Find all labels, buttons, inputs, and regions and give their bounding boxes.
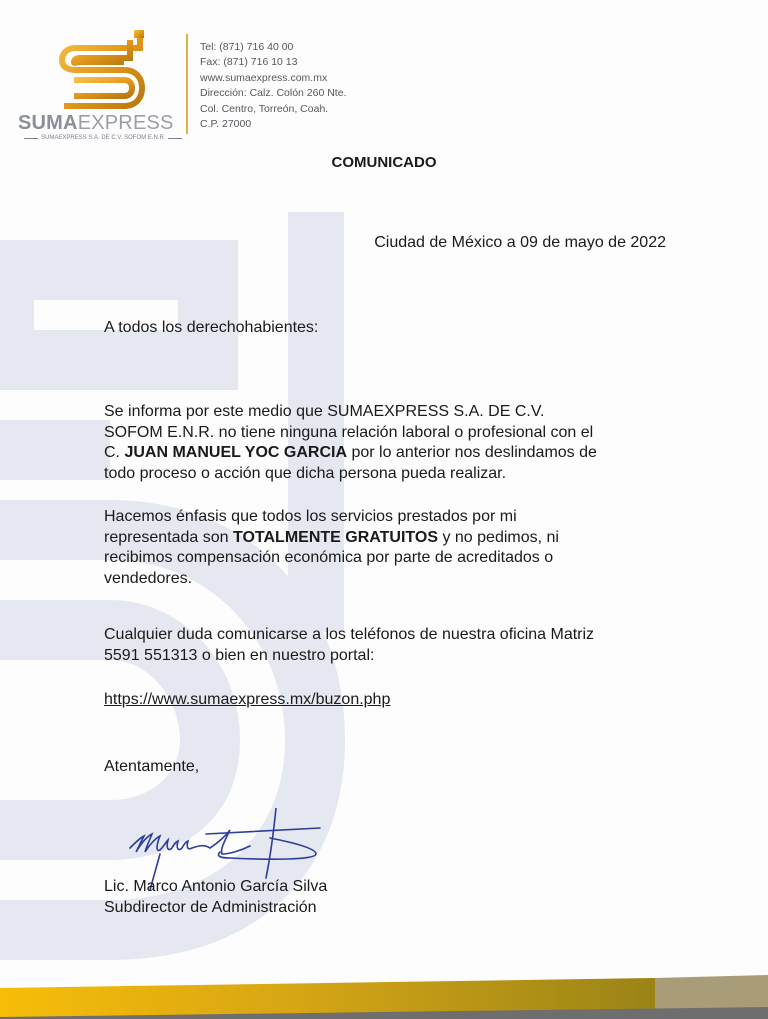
paragraph-line: Hacemos énfasis que todos los servicios prestados por mi [104,508,517,525]
divider-line [24,138,38,139]
company-legal-name [24,135,182,141]
person-name: JUAN MANUEL YOC GARCIA [124,444,347,461]
paragraph-line: Se informa por este medio que SUMAEXPRESS S.A. DE C.V. [104,403,545,420]
paragraph-line: vendedores. [104,569,193,587]
title-text: COMUNICADO [331,154,437,171]
paragraph-line: Cualquier duda comunicarse a los teléfonos de nuestra oficina Matriz [104,626,595,643]
paragraph-contact [104,625,594,666]
paragraph-free-services [104,507,559,589]
signatory [104,877,327,918]
wordmark-bold: SUMA [18,112,78,134]
divider-line [168,138,182,139]
text-segment: C. [104,444,125,461]
contact-address: Dirección: Calz. Colón 260 Nte. [200,87,347,100]
paragraph-line: 5591 551313 o bien en nuestro portal: [104,646,375,664]
sumaexpress-s-logo-icon [54,28,152,110]
text-segment: y no pedimos, ni [438,528,559,546]
header-divider [186,34,188,134]
closing: Atentamente, [104,758,200,775]
document-date: Ciudad de México a 09 de mayo de 2022 [374,234,666,251]
company-logo [14,28,179,146]
paragraph-line [104,528,559,549]
company-wordmark [18,112,174,135]
paragraph-disclaimer [104,402,597,484]
paragraph-line: recibimos compensación económica por parte de acreditados o [104,549,554,566]
legal-name-text: SUMAEXPRESS S.A. DE C.V. SOFOM E.N.R. [41,135,166,141]
paragraph-line: SOFOM E.N.R. no tiene ninguna relación laboral o profesional con el [104,423,594,441]
salutation: A todos los derechohabientes: [104,319,319,336]
portal-link[interactable]: https://www.sumaexpress.mx/buzon.php [104,691,391,708]
text-segment: por lo anterior nos deslindamos de [347,444,597,461]
paragraph-line: todo proceso o acción que dicha persona pueda realizar. [104,464,507,482]
signatory-title: Subdirector de Administración [104,898,317,916]
contact-block [200,40,346,132]
paragraph-line [104,443,597,464]
contact-website: www.sumaexpress.com.mx [200,71,328,84]
document-title [0,154,768,171]
wordmark-light: EXPRESS [77,112,174,134]
text-segment: representada son [104,528,233,546]
contact-phone: Tel: (871) 716 40 00 [200,41,294,53]
emphasis-text: TOTALMENTE GRATUITOS [232,528,439,546]
contact-neighborhood: Col. Centro, Torreón, Coah. [200,102,329,115]
contact-fax: Fax: (871) 716 10 13 [200,56,298,69]
contact-postal-code: C.P. 27000 [200,118,252,131]
signatory-name: Lic. Marco Antonio García Silva [104,878,328,895]
footer-gold-bar [0,975,768,1019]
